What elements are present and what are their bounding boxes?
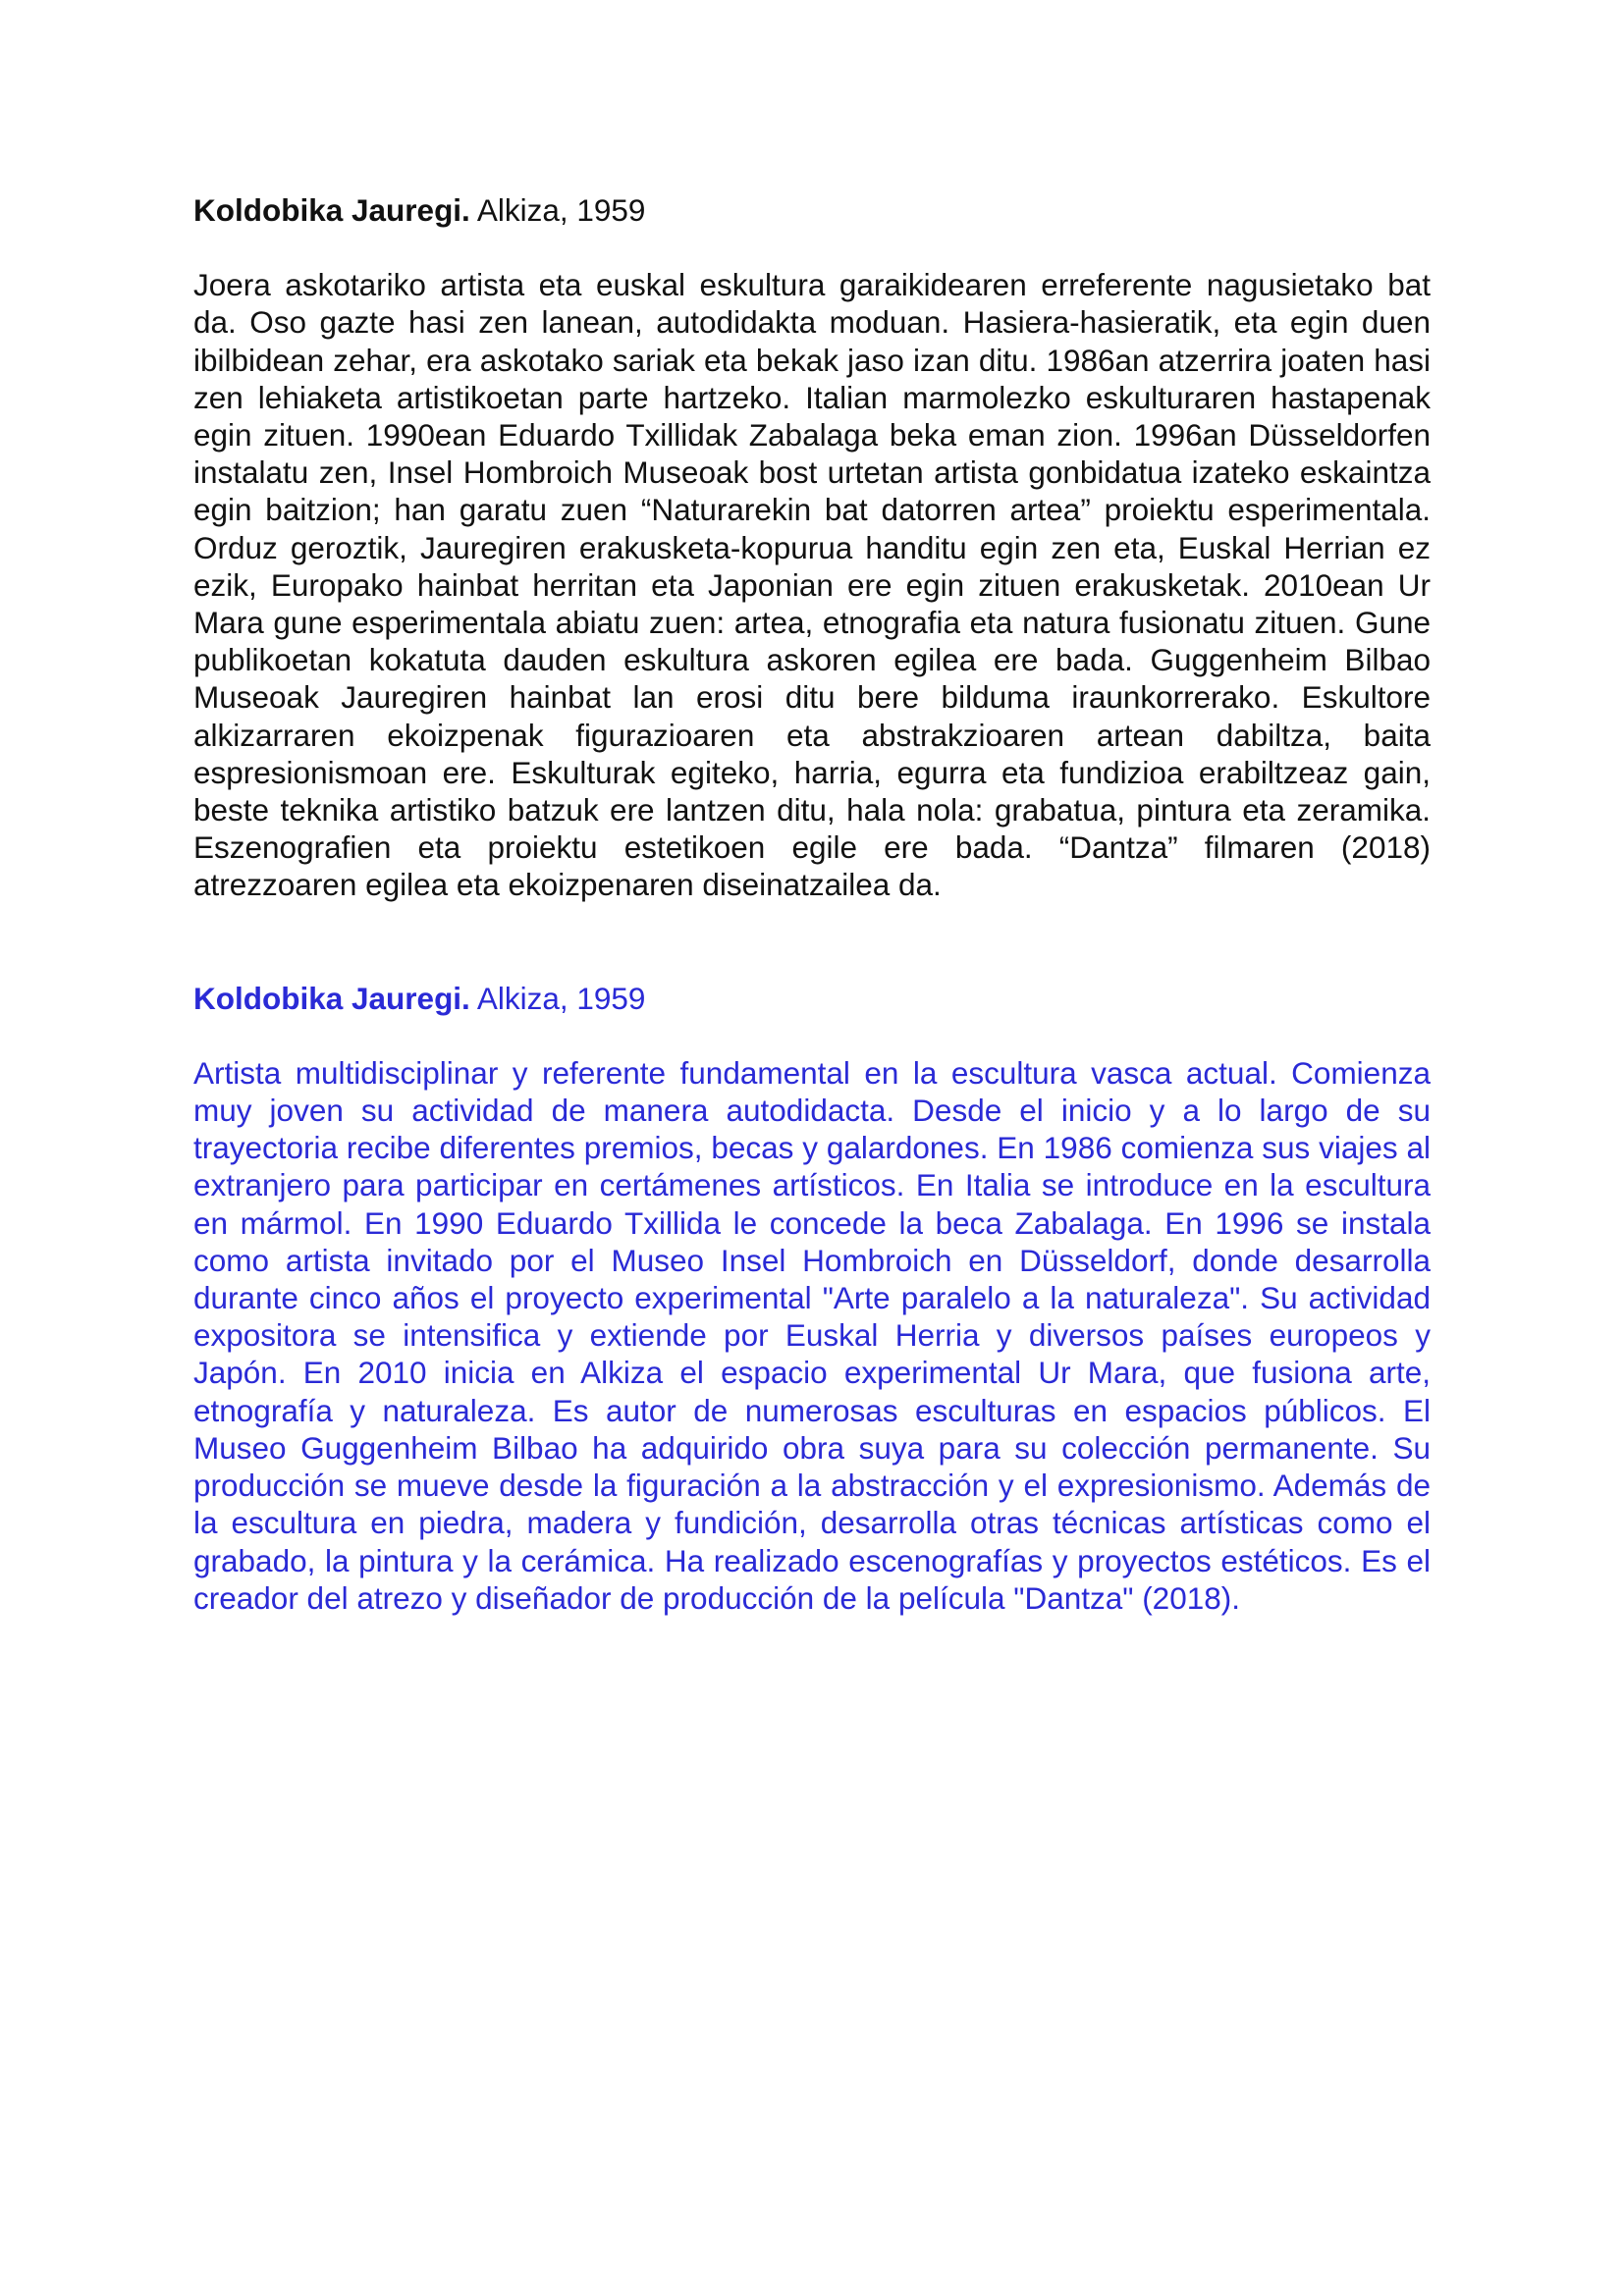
artist-name: Koldobika Jauregi. — [193, 980, 470, 1016]
document-page — [193, 191, 1431, 1617]
basque-heading — [193, 191, 1431, 229]
spanish-heading — [193, 980, 1431, 1017]
basque-bio-text: Joera askotariko artista eta euskal eskultura garaikidearen erreferente nagusietako bat da. Oso gazte hasi zen lanean, autodidakta moduan. Hasiera-hasieratik, eta egin duen ibilbidean zehar, era askotako sariak eta bekak jaso izan ditu. 1986an atzerrira joaten hasi zen lehiaketa artistikoetan parte hartzeko. Italian marmolezko eskulturaren hastapenak egin zituen. 1990ean Eduardo Txillidak Zabalaga beka eman zion. 1996an Düsseldorfen instalatu zen, Insel Hombroich Museoak bost urtetan artista gonbidatua izateko eskaintza egin baitzion; han garatu zuen “Naturarekin bat datorren artea” proiektu esperimentala. Orduz geroztik, Jauregiren erakusketa-kopurua handitu egin zen eta, Euskal Herrian ez ezik, Europako hainbat herritan eta Japonian ere egin zituen erakusketak. 2010ean Ur Mara gune esperimentala abiatu zuen: artea, etnografia eta natura fusionatu zituen. Gune publikoetan kokatuta dauden eskultura askoren egilea ere bada. Guggenheim Bilbao Museoak Jauregiren hainbat lan erosi ditu bere bilduma iraunkorrerako. Eskultore alkizarraren ekoizpenak figurazioaren eta abstrakzioaren artean dabiltza, baita espresionismoan ere. Eskulturak egiteko, harria, egurra eta fundizioa erabiltzeaz gain, beste teknika artistiko batzuk ere lantzen ditu, hala nola: grabatua, pintura eta zeramika. Eszenografien eta proiektu estetikoen egile ere bada. “Dantza” filmaren (2018) atrezzoaren egilea eta ekoizpenaren diseinatzailea da. — [193, 267, 1431, 903]
artist-name: Koldobika Jauregi. — [193, 192, 470, 228]
spanish-bio-section — [193, 980, 1431, 1617]
spanish-bio-text: Artista multidisciplinar y referente fundamental en la escultura vasca actual. Comienza muy joven su actividad de manera autodidacta. Desde el inicio y a lo largo de su trayectoria recibe diferentes premios, becas y galardones. En 1986 comienza sus viajes al extranjero para participar en certámenes artísticos. En Italia se introduce en la escultura en mármol. En 1990 Eduardo Txillida le concede la beca Zabalaga. En 1996 se instala como artista invitado por el Museo Insel Hombroich en Düsseldorf, donde desarrolla durante cinco años el proyecto experimental "Arte paralelo a la naturaleza". Su actividad expositora se intensifica y extiende por Euskal Herria y diversos países europeos y Japón. En 2010 inicia en Alkiza el espacio experimental Ur Mara, que fusiona arte, etnografía y naturaleza. Es autor de numerosas esculturas en espacios públicos. El Museo Guggenheim Bilbao ha adquirido obra suya para su colección permanente. Su producción se mueve desde la figuración a la abstracción y el expresionismo. Además de la escultura en piedra, madera y fundición, desarrolla otras técnicas artísticas como el grabado, la pintura y la cerámica. Ha realizado escenografías y proyectos estéticos. Es el creador del atrezo y diseñador de producción de la película "Dantza" (2018). — [193, 1054, 1431, 1616]
basque-bio-section — [193, 191, 1431, 904]
artist-origin: Alkiza, 1959 — [476, 980, 646, 1016]
artist-origin: Alkiza, 1959 — [476, 192, 646, 228]
